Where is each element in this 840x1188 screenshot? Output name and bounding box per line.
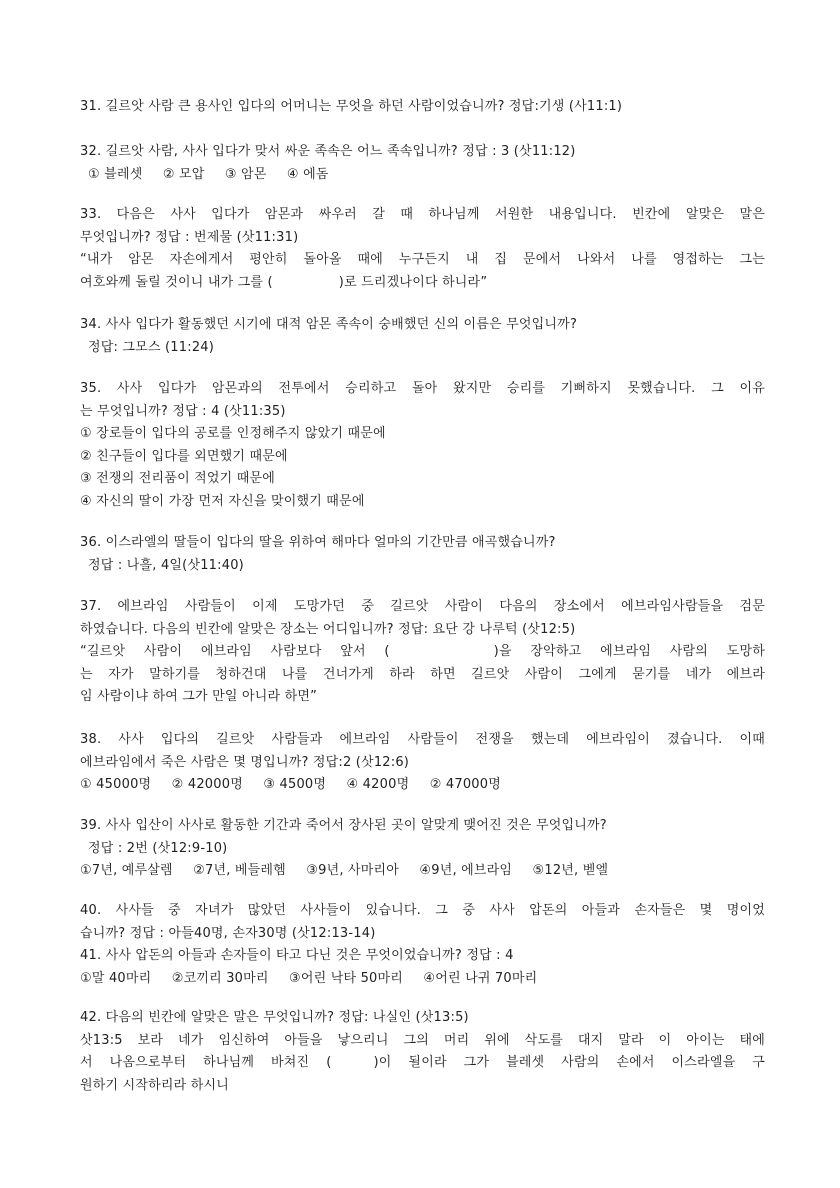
question-42 <box>80 1007 765 1097</box>
question-31 <box>80 96 765 119</box>
question-31-text: 31. 길르앗 사람 큰 용사인 입다의 어머니는 무엇을 하던 사람이었습니까? 정답:기생 (사11:1) <box>80 99 623 114</box>
option: ④어린 나귀 70마리 <box>423 970 538 986</box>
option: ③ 4500명 <box>263 777 327 792</box>
question-33-quote: “내가 암몬 자손에게서 평안히 돌아올 때에 누구든지 내 집 문에서 나와서 나를 영접하는 그는 <box>80 252 765 267</box>
option: ②7년, 베들레헴 <box>193 863 286 878</box>
question-34-answer: 정답: 그모스 (11:24) <box>88 339 215 355</box>
question-42-text: 42. 다음의 빈칸에 알맞은 말은 무엇입니까? 정답: 나실인 (삿13:5) <box>80 1010 469 1025</box>
option: ③ 전쟁의 전리품이 적었기 때문에 <box>80 471 276 486</box>
option: ③어린 낙타 50마리 <box>289 970 404 986</box>
question-42-verse: 삿13:5 보라 네가 임신하여 아들을 낳으리니 그의 머리 위에 삭도를 대지 말라 이 아이는 태에 <box>80 1032 765 1048</box>
question-33 <box>80 204 765 294</box>
option: ④ 자신의 딸이 가장 먼저 자신을 맞이했기 때문에 <box>80 493 365 509</box>
question-36 <box>80 532 765 577</box>
question-40 <box>80 900 765 990</box>
question-32-text: 32. 길르앗 사람, 사사 입다가 맞서 싸운 족속은 어느 족속입니까? 정답 : 3 (삿11:12) <box>80 144 576 159</box>
question-37-quote: “길르앗 사람이 에브라임 사람보다 앞서 ( )을 장악하고 에브라임 사람의 도망하 <box>80 644 765 659</box>
question-41-options <box>80 968 765 991</box>
question-39-options <box>80 860 765 883</box>
option: ② 42000명 <box>171 777 243 792</box>
option: ③9년, 사마리아 <box>306 863 400 878</box>
question-38-answer: 에브라임에서 죽은 사람은 몇 명입니까? 정답:2 (삿12:6) <box>80 754 410 770</box>
question-41-text: 41. 사사 압돈의 아들과 손자들이 타고 다닌 것은 무엇이었습니까? 정답 : 4 <box>80 948 514 963</box>
question-34 <box>80 314 765 359</box>
question-39-text: 39. 사사 입산이 사사로 활동한 기간과 죽어서 장사된 곳이 알맞게 맺어진 것은 무엇입니까? <box>80 818 607 833</box>
question-37-text: 37. 에브라임 사람들이 이제 도망가던 중 길르앗 사람이 다음의 장소에서 에브라임사람들을 검문 <box>80 599 765 614</box>
question-38-text: 38. 사사 입다의 길르앗 사람들과 에브라임 사람들이 전쟁을 했는데 에브라임이 졌습니다. 이때 <box>80 732 765 747</box>
question-42-verse-end: 원하기 시작하리라 하시니 <box>80 1077 230 1093</box>
question-34-text: 34. 사사 입다가 활동했던 시기에 대적 암몬 족속이 숭배했던 신의 이름은 무엇입니까? <box>80 317 578 332</box>
option: ①말 40마리 <box>80 970 152 986</box>
question-33-quote-end: 여호와께 돌릴 것이니 내가 그를 ( )로 드리겠나이다 하니라” <box>80 274 488 290</box>
question-40-answer: 습니까? 정답 : 아들40명, 손자30명 (삿12:13-14) <box>80 925 376 941</box>
option: ②코끼리 30마리 <box>171 970 269 986</box>
question-38 <box>80 729 765 797</box>
option: ② 친구들이 입다를 외면했기 때문에 <box>80 448 288 464</box>
option: ⑤12년, 벧엘 <box>532 863 609 878</box>
question-40-text: 40. 사사들 중 자녀가 많았던 사사들이 있습니다. 그 중 사사 압돈의 아들과 손자들은 몇 명이었 <box>80 903 765 918</box>
option: ④ 4200명 <box>346 777 410 792</box>
question-32-options <box>80 164 765 187</box>
question-33-answer: 무엇입니까? 정답 : 번제물 (삿11:31) <box>80 229 299 245</box>
option: ①7년, 예루살렘 <box>80 863 173 878</box>
option: ① 45000명 <box>80 777 152 792</box>
option: ① 블레셋 <box>88 166 143 182</box>
option: ③ 암몬 <box>224 166 267 182</box>
option: ④9년, 에브라임 <box>419 863 513 878</box>
question-35 <box>80 378 765 513</box>
question-37-answer: 하였습니다. 다음의 빈칸에 알맞은 장소는 어디입니까? 정답: 요단 강 나루턱 (삿12:5) <box>80 621 576 637</box>
question-38-options <box>80 774 765 797</box>
option: ① 장로들이 입다의 공로를 인정해주지 않았기 때문에 <box>80 426 386 441</box>
question-35-text: 35. 사사 입다가 암몬과의 전투에서 승리하고 돌아 왔지만 승리를 기뻐하지 못했습니다. 그 이유 <box>80 381 765 396</box>
question-37-quote-end: 임 사람이냐 하여 그가 만일 아니라 하면” <box>80 689 318 704</box>
option: ② 47000명 <box>429 777 501 792</box>
question-36-answer: 정답 : 나흘, 4일(삿11:40) <box>88 557 244 573</box>
option: ④ 에돔 <box>286 166 329 182</box>
question-32 <box>80 141 765 186</box>
question-42-verse-cont: 서 나옴으로부터 하나님께 바쳐진 ( )이 될이라 그가 블레셋 사람의 손에서 이스라엘을 구 <box>80 1055 765 1070</box>
question-37-quote-cont: 는 자가 말하기를 청하건대 나를 건너가게 하라 하면 길르앗 사람이 그에게 묻기를 네가 에브라 <box>80 666 765 682</box>
question-39 <box>80 815 765 883</box>
option: ② 모압 <box>162 166 205 182</box>
question-39-answer: 정답 : 2번 (삿12:9-10) <box>88 840 228 856</box>
question-37 <box>80 596 765 709</box>
question-36-text: 36. 이스라엘의 딸들이 입다의 딸을 위하여 해마다 얼마의 기간만큼 애곡했습니까? <box>80 535 556 550</box>
question-33-text: 33. 다음은 사사 입다가 암몬과 싸우러 갈 때 하나님께 서원한 내용입니다. 빈칸에 알맞은 말은 <box>80 207 765 222</box>
question-35-answer: 는 무엇입니까? 정답 : 4 (삿11:35) <box>80 403 286 419</box>
